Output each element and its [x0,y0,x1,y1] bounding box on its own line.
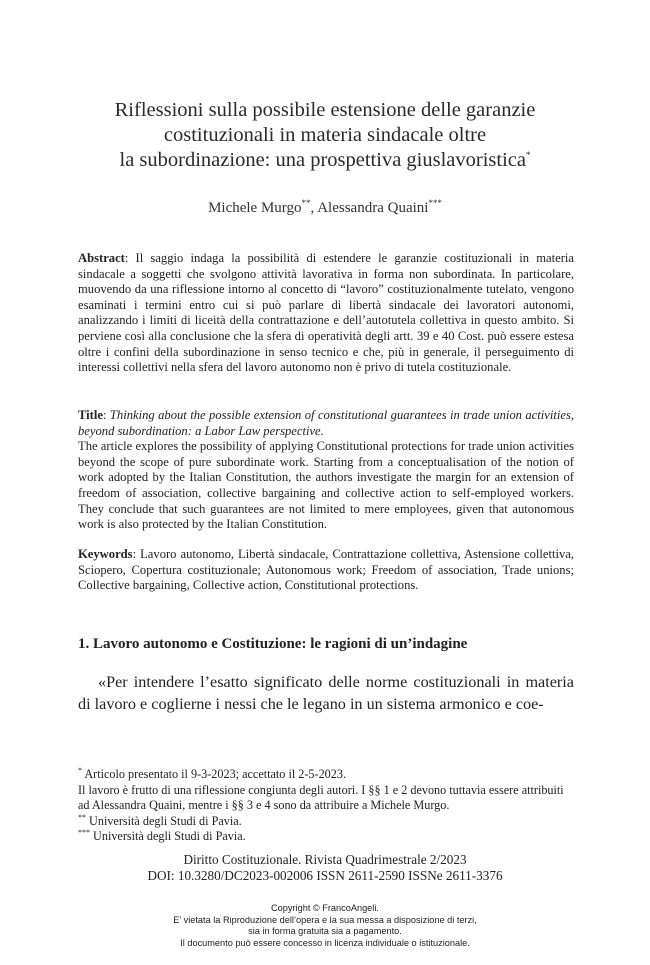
footnote-3 [78,829,578,845]
author-name-1: Michele Murgo [208,200,302,216]
abstract-text: : Il saggio indaga la possibilità di estendere le garanzie costituzionali in materia sindacale a soggetti che svolgono attività lavorativa in forma non subordinata. In particolare, muovendo da una riflessione intorno al concetto di “lavoro” costituzionalmente tutelato, vengono esaminati i termini entro cui si può parlare di libertà sindacale dei lavoratori autonomi, analizzando i limiti di liceità della contrattazione e dell’autotutela collettiva in questo ambito. Si perviene così alla conclusione che la sfera di operatività degli artt. 39 e 40 Cost. può essere estesa oltre i confini della subordinazione in senso tecnico e che, più in generale, il perseguimento di interessi collettivi nella sfera del lavoro autonomo non è privo di tutela costituzionale. [78,251,574,375]
footnote-2-text: Università degli Studi di Pavia. [86,813,242,828]
english-title: Thinking about the possible extension of constitutional guarantees in trade union activities, beyond subordination: a Labor Law perspective. [78,408,574,438]
author-2-footnote-mark[interactable]: *** [428,198,442,208]
footnote-1-mark: * [78,765,82,775]
title-line-3-text: la subordinazione: una prospettiva giuslavoristica [119,149,526,171]
body-text: «Per intendere l’esatto significato delle norme costituzionali in materia di lavoro e coglierne i nessi che le legano in un sistema armonico e coe- [78,673,574,713]
footnote-2 [78,814,578,830]
footnotes [78,767,578,845]
copyright-line-1: Copyright © FrancoAngeli. [271,903,379,913]
footnote-1-continuation: Il lavoro è frutto di una riflessione congiunta degli autori. I §§ 1 e 2 devono tuttavia essere attribuiti ad Alessandra Quaini, mentre i §§ 3 e 4 sono da attribuire a Michele Murgo. [78,782,564,813]
english-title-label: Title [78,408,103,422]
copyright-line-4: Il documento può essere concesso in licenza individuale o istituzionale. [180,937,470,948]
keywords-text: : Lavoro autonomo, Libertà sindacale, Contrattazione collettiva, Astensione collettiva, Sciopero, Copertura costituzionale; Autonomous work; Freedom of association, Trade unions; Collective bargaining, Collective action, Constitutional protections. [78,547,574,593]
footnote-1 [78,767,578,783]
keywords-paragraph [78,547,574,594]
author-separator: , [310,200,318,216]
footnote-3-mark: *** [78,828,90,838]
title-line-3 [60,148,590,173]
title-line-1: Riflessioni sulla possibile estensione delle garanzie [114,99,536,121]
english-abstract [78,408,574,533]
author-1-footnote-mark[interactable]: ** [301,198,311,208]
journal-doi: DOI: 10.3280/DC2023-002006 ISSN 2611-2590 ISSNe 2611-3376 [147,868,503,883]
copyright-line-2: E’ vietata la Riproduzione dell’opera e la sua messa a disposizione di terzi, [173,914,477,925]
title-footnote-mark[interactable]: * [525,150,531,161]
title-line-2: costituzionali in materia sindacale oltre [163,124,487,146]
abstract-label: Abstract [78,251,125,265]
copyright-notice [60,903,590,949]
body-paragraph [78,671,574,715]
footnote-1-text: Articolo presentato il 9-3-2023; accettato il 2-5-2023. [82,767,346,781]
keywords-label: Keywords [78,547,133,561]
journal-info [60,852,590,884]
section-heading: 1. Lavoro autonomo e Costituzione: le ragioni di un’indagine [78,636,468,652]
english-title-colon: : [102,408,110,422]
abstract-paragraph [78,251,574,376]
journal-name: Diritto Costituzionale. Rivista Quadrimestrale 2/2023 [183,852,467,867]
copyright-line-3: sia in forma gratuita sia a pagamento. [248,926,402,936]
author-list [60,200,590,217]
author-name-2: Alessandra Quaini [317,200,429,216]
english-abstract-text: The article explores the possibility of applying Constitutional protections for trade union activities beyond the scope of pure subordinate work. Starting from a conceptualisation of the notion of work adopted by the Italian Constitution, the authors investigate the margin for an extension of freedom of association, collective bargaining and collective action to self-employed workers. They conclude that such guarantees are not limited to mere employees, given that autonomous work is also protected by the Italian Constitution. [78,439,574,532]
footnote-3-text: Università degli Studi di Pavia. [90,829,246,844]
article-title [60,98,590,173]
footnote-2-mark: ** [78,812,86,822]
